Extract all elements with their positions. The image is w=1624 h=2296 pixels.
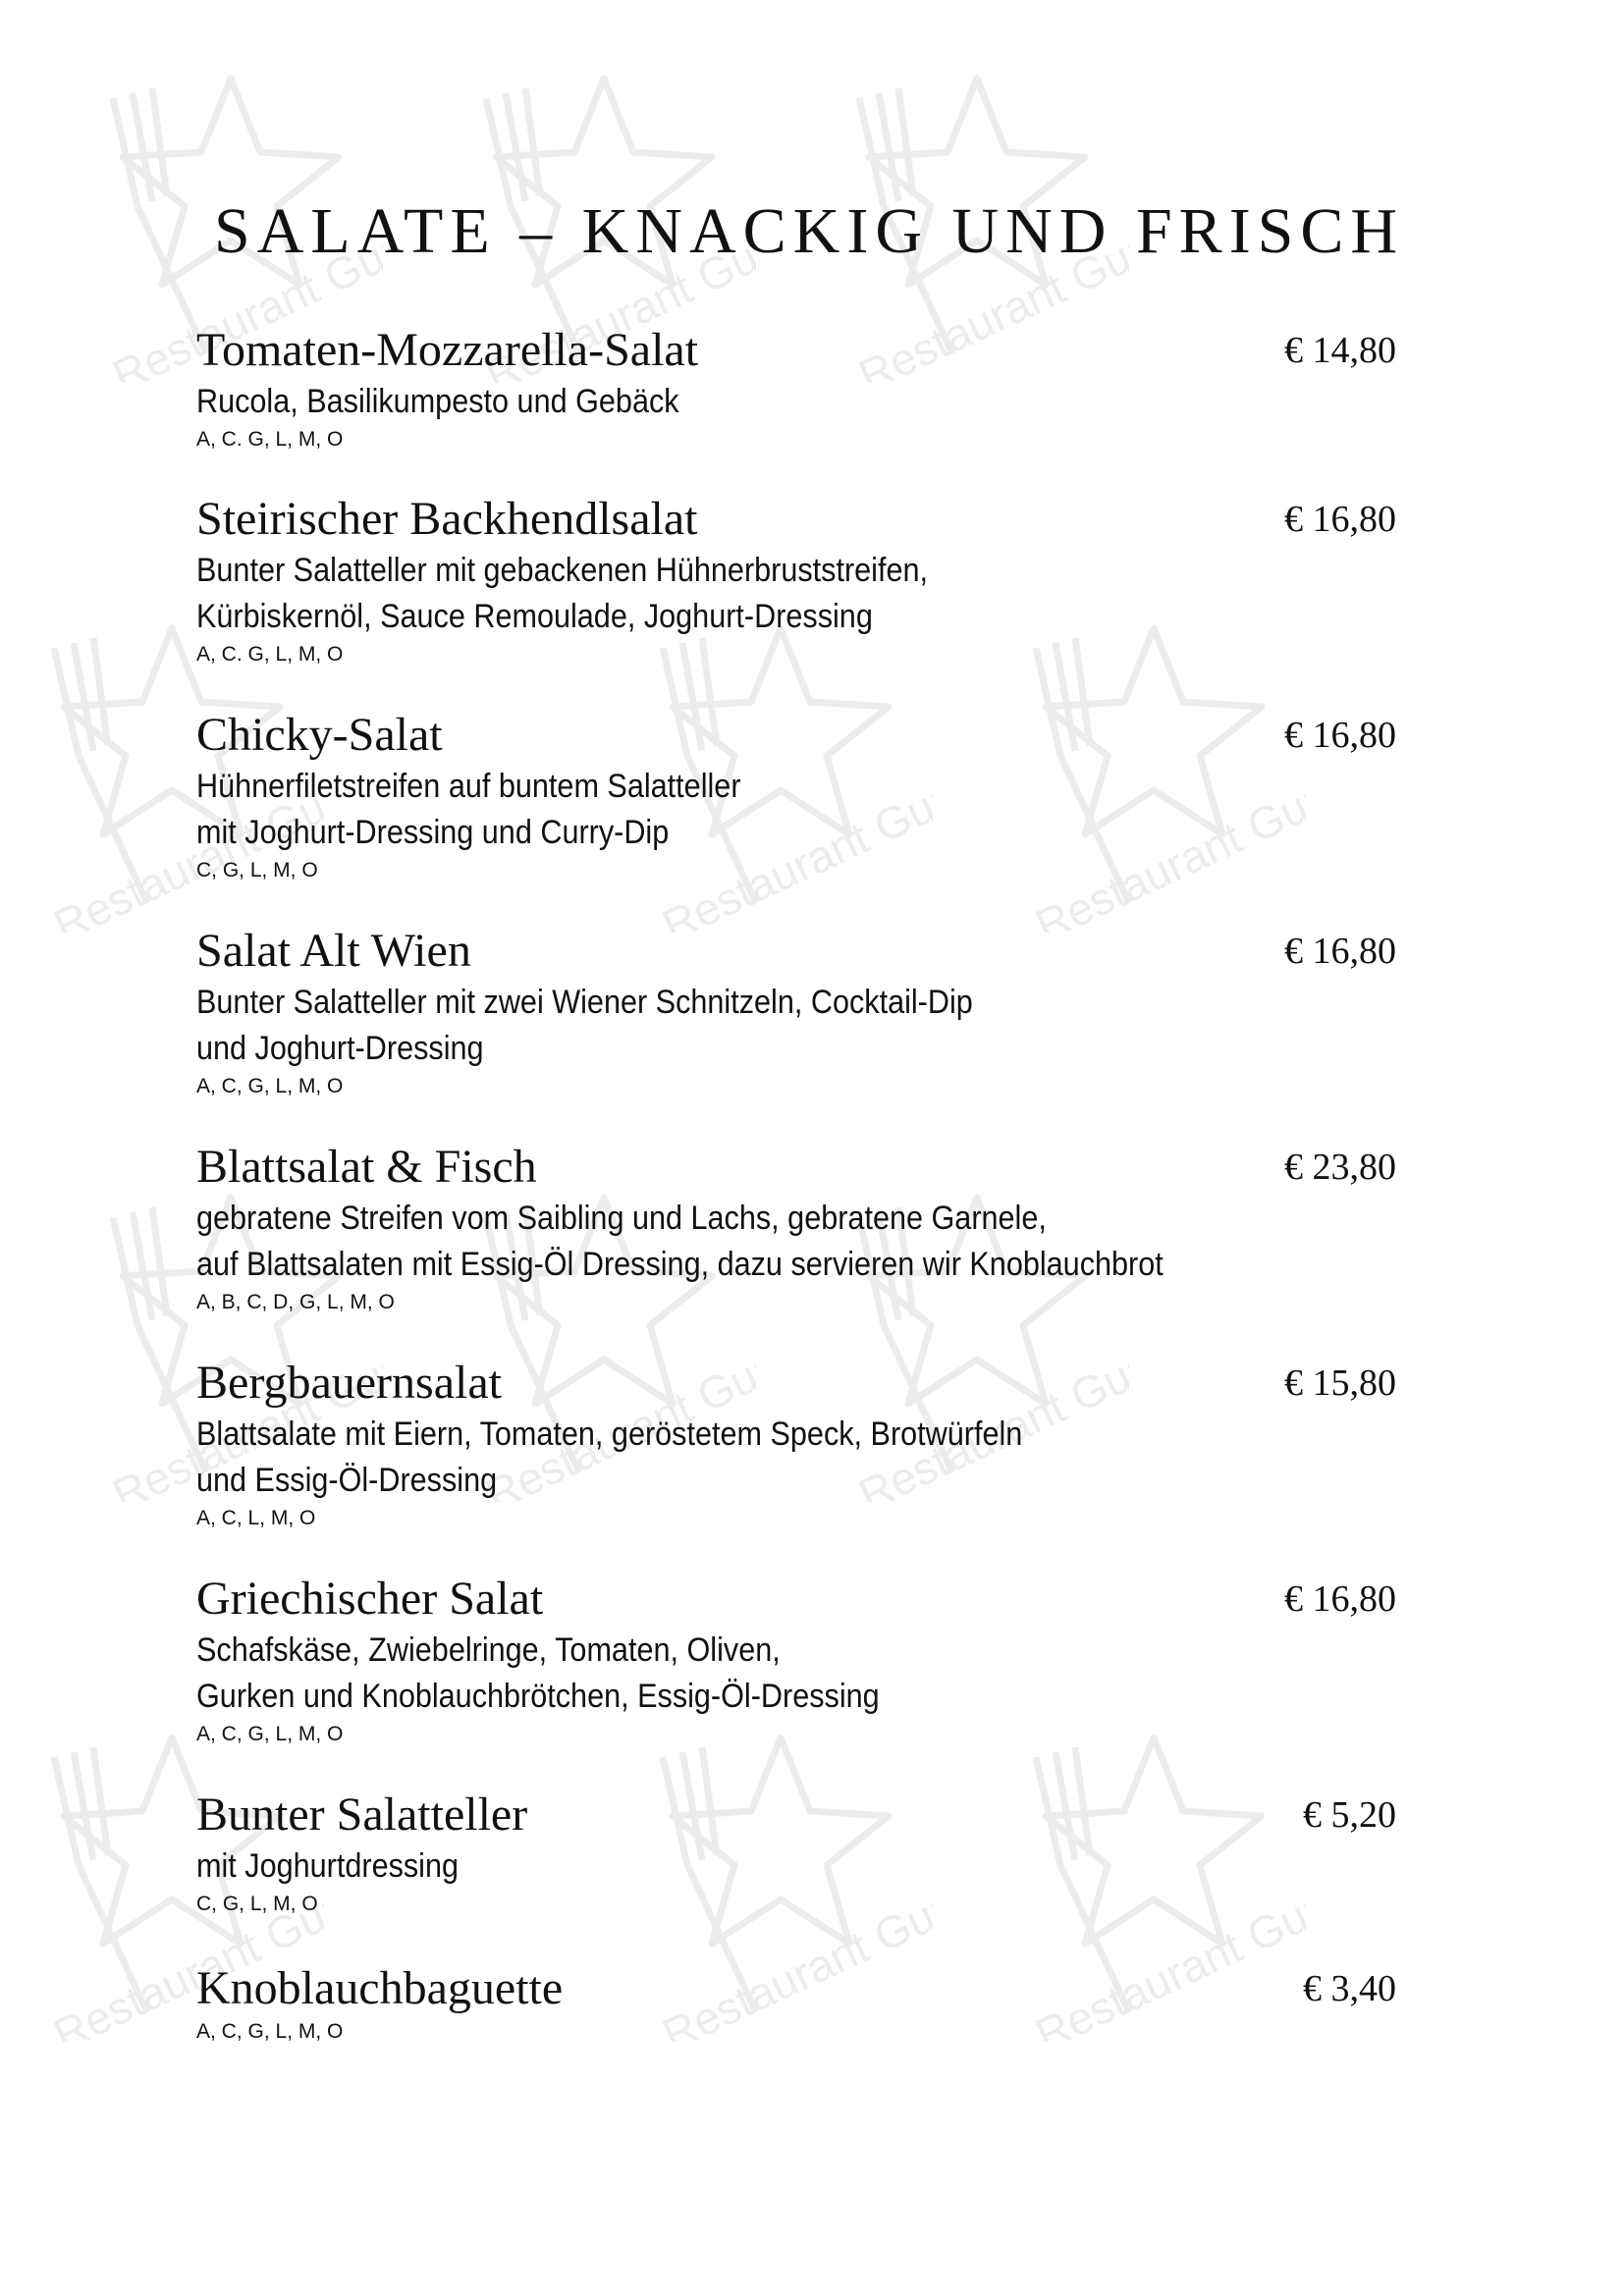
item-description: Blattsalate mit Eiern, Tomaten, geröstetem Speck, Brotwürfeln: [196, 1415, 1023, 1453]
item-allergens: A, C, L, M, O: [196, 1507, 316, 1529]
item-name: Salat Alt Wien: [196, 925, 471, 977]
item-description: Gurken und Knoblauchbrötchen, Essig-Öl-Dressing: [196, 1678, 880, 1715]
item-price: € 16,80: [1284, 499, 1396, 540]
watermark-text: Restaurant Guru: [477, 1333, 756, 1502]
item-price: € 16,80: [1284, 715, 1396, 756]
item-price: € 3,40: [1303, 1968, 1396, 2009]
menu-item: [196, 1960, 1396, 2047]
item-price: € 16,80: [1284, 1578, 1396, 1620]
item-price: € 15,80: [1284, 1362, 1396, 1404]
watermark-text: Restaurant Guru: [104, 1333, 383, 1502]
page-title: SALATE – KNACKIG UND FRISCH: [214, 195, 1405, 267]
item-name: Bergbauernsalat: [196, 1357, 502, 1409]
item-allergens: A, C, G, L, M, O: [196, 1075, 344, 1097]
item-allergens: C, G, L, M, O: [196, 859, 318, 881]
item-allergens: A, C, G, L, M, O: [196, 2020, 344, 2043]
menu-item: [196, 1571, 1396, 1749]
watermark-text: Restaurant Guru: [1027, 764, 1306, 933]
item-name: Griechischer Salat: [196, 1573, 544, 1625]
item-price: € 14,80: [1284, 330, 1396, 371]
watermark-text: Restaurant Guru: [1027, 1873, 1306, 2042]
item-description: gebratene Streifen vom Saibling und Lachs, gebratene Garnele,: [196, 1200, 1047, 1237]
menu-item: [196, 923, 1396, 1101]
item-description: mit Joghurtdressing: [196, 1847, 460, 1885]
menu-item: [196, 1787, 1396, 1919]
watermark-text: Restaurant Guru: [45, 1873, 324, 2042]
item-name: Knoblauchbaguette: [196, 1962, 564, 2014]
item-price: € 5,20: [1303, 1794, 1396, 1836]
item-description: Rucola, Basilikumpesto und Gebäck: [196, 383, 679, 420]
watermark-text: Restaurant Guru: [654, 764, 933, 933]
item-description: und Essig-Öl-Dressing: [196, 1462, 498, 1499]
item-name: Bunter Salatteller: [196, 1789, 528, 1841]
item-allergens: A, C. G, L, M, O: [196, 428, 344, 451]
item-price: € 16,80: [1284, 931, 1396, 972]
item-name: Tomaten-Mozzarella-Salat: [196, 324, 699, 376]
item-price: € 23,80: [1284, 1147, 1396, 1188]
item-description: mit Joghurt-Dressing und Curry-Dip: [196, 814, 670, 851]
item-description: auf Blattsalaten mit Essig-Öl Dressing, dazu servieren wir Knoblauchbrot: [196, 1246, 1164, 1283]
item-description: Bunter Salatteller mit gebackenen Hühnerbruststreifen,: [196, 552, 929, 589]
item-name: Blattsalat & Fisch: [196, 1141, 537, 1193]
menu-item: [196, 1139, 1396, 1317]
item-description: Bunter Salatteller mit zwei Wiener Schnitzeln, Cocktail-Dip: [196, 984, 973, 1021]
item-allergens: A, C, G, L, M, O: [196, 1723, 344, 1745]
menu-item: [196, 491, 1396, 669]
watermark-text: Restaurant Guru: [654, 1873, 933, 2042]
item-name: Steirischer Backhendlsalat: [196, 493, 698, 545]
item-allergens: A, C. G, L, M, O: [196, 643, 344, 666]
watermark-text: Restaurant Guru: [45, 764, 324, 933]
menu-item: [196, 322, 1396, 454]
item-allergens: A, B, C, D, G, L, M, O: [196, 1291, 395, 1313]
item-allergens: C, G, L, M, O: [196, 1893, 318, 1915]
item-name: Chicky-Salat: [196, 709, 443, 761]
watermark-text: Restaurant Guru: [850, 1333, 1129, 1502]
menu-item: [196, 707, 1396, 885]
item-description: Kürbiskernöl, Sauce Remoulade, Joghurt-Dressing: [196, 598, 873, 635]
watermark-text: Restaurant Guru: [104, 214, 383, 383]
watermark-text: Restaurant Guru: [850, 214, 1129, 383]
item-description: Schafskäse, Zwiebelringe, Tomaten, Oliven,: [196, 1631, 781, 1669]
item-description: Hühnerfiletstreifen auf buntem Salatteller: [196, 768, 741, 805]
watermark-text: Restaurant Guru: [477, 214, 756, 383]
menu-item: [196, 1355, 1396, 1533]
item-description: und Joghurt-Dressing: [196, 1030, 484, 1067]
